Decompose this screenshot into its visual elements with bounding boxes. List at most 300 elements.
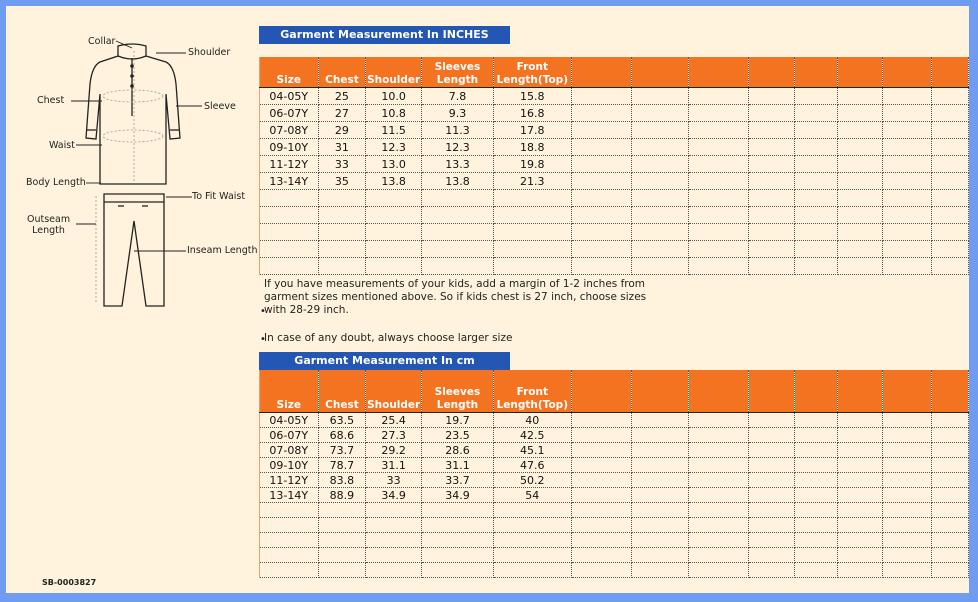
cm-table <box>259 370 969 578</box>
table-cell: 50.2 <box>493 473 571 488</box>
table-cell: 13.8 <box>421 173 493 190</box>
table-cell <box>493 207 571 224</box>
table-cell <box>421 190 493 207</box>
table-cell <box>932 224 969 241</box>
table-cell <box>882 443 931 458</box>
table-cell <box>689 413 749 428</box>
label-waist: Waist <box>49 140 75 151</box>
table-cell <box>837 139 882 156</box>
table-cell <box>837 563 882 578</box>
table-cell <box>932 488 969 503</box>
inches-table-title: Garment Measurement In INCHES <box>259 26 510 44</box>
table-cell <box>571 548 632 563</box>
table-cell: 06-07Y <box>260 105 319 122</box>
table-cell: 11-12Y <box>260 156 319 173</box>
table-cell: 33 <box>366 473 422 488</box>
table-cell <box>421 533 493 548</box>
table-cell: 11.3 <box>421 122 493 139</box>
table-cell <box>837 443 882 458</box>
table-cell <box>632 518 689 533</box>
table-cell <box>421 241 493 258</box>
table-cell <box>318 190 366 207</box>
table-cell <box>632 533 689 548</box>
table-cell <box>632 548 689 563</box>
table-cell <box>795 258 837 275</box>
table-cell <box>366 190 422 207</box>
column-header: Chest <box>318 57 366 88</box>
table-cell <box>795 428 837 443</box>
table-cell <box>689 88 749 105</box>
table-cell <box>882 533 931 548</box>
table-cell <box>749 173 795 190</box>
table-row <box>260 122 969 139</box>
table-cell <box>837 122 882 139</box>
table-cell <box>837 533 882 548</box>
table-cell <box>882 428 931 443</box>
table-cell <box>571 207 632 224</box>
table-cell <box>366 563 422 578</box>
table-cell: 16.8 <box>493 105 571 122</box>
table-cell <box>493 533 571 548</box>
table-cell <box>749 139 795 156</box>
table-cell <box>571 156 632 173</box>
table-cell <box>837 105 882 122</box>
table-cell <box>632 488 689 503</box>
table-cell <box>795 563 837 578</box>
table-cell <box>882 503 931 518</box>
table-cell <box>571 258 632 275</box>
empty-header-cell <box>882 370 931 413</box>
table-cell <box>837 413 882 428</box>
table-cell: 13.0 <box>366 156 422 173</box>
table-cell <box>571 488 632 503</box>
table-cell: 27 <box>318 105 366 122</box>
size-chart-page <box>6 6 969 593</box>
table-cell <box>795 413 837 428</box>
table-cell: 13.3 <box>421 156 493 173</box>
table-cell <box>932 105 969 122</box>
table-cell <box>795 518 837 533</box>
table-cell <box>882 563 931 578</box>
table-cell <box>837 173 882 190</box>
table-cell <box>421 563 493 578</box>
table-row <box>260 173 969 190</box>
table-cell <box>932 88 969 105</box>
table-cell <box>932 518 969 533</box>
table-cell <box>882 473 931 488</box>
label-to-fit-waist: To Fit Waist <box>192 191 246 202</box>
table-cell <box>571 241 632 258</box>
empty-header-cell <box>882 57 931 88</box>
column-header: Front Length(Top) <box>493 57 571 88</box>
table-cell: 7.8 <box>421 88 493 105</box>
table-cell <box>318 258 366 275</box>
table-cell: 34.9 <box>421 488 493 503</box>
table-cell: 09-10Y <box>260 458 319 473</box>
empty-header-cell <box>837 57 882 88</box>
table-cell <box>571 88 632 105</box>
table-cell: 29 <box>318 122 366 139</box>
empty-row <box>260 224 969 241</box>
table-cell <box>493 241 571 258</box>
table-cell: 07-08Y <box>260 122 319 139</box>
table-cell <box>689 533 749 548</box>
table-cell <box>795 533 837 548</box>
table-cell: 27.3 <box>366 428 422 443</box>
table-cell <box>689 428 749 443</box>
table-cell <box>493 258 571 275</box>
table-cell: 11.5 <box>366 122 422 139</box>
table-cell <box>882 224 931 241</box>
table-cell <box>795 458 837 473</box>
table-cell <box>632 503 689 518</box>
table-cell <box>837 88 882 105</box>
table-cell <box>689 173 749 190</box>
table-cell <box>795 190 837 207</box>
table-cell: 07-08Y <box>260 443 319 458</box>
table-cell <box>932 139 969 156</box>
table-cell <box>749 190 795 207</box>
column-header: Front Length(Top) <box>493 370 571 413</box>
table-cell <box>795 443 837 458</box>
table-cell <box>932 533 969 548</box>
table-cell <box>749 428 795 443</box>
table-cell <box>882 548 931 563</box>
empty-row <box>260 258 969 275</box>
table-cell: 17.8 <box>493 122 571 139</box>
table-cell <box>366 533 422 548</box>
empty-row <box>260 503 969 518</box>
table-cell <box>632 428 689 443</box>
empty-header-cell <box>795 370 837 413</box>
bullet-icon: • <box>260 334 266 345</box>
table-cell <box>689 518 749 533</box>
table-cell <box>837 258 882 275</box>
table-cell: 88.9 <box>318 488 366 503</box>
table-cell <box>421 518 493 533</box>
table-cell <box>689 224 749 241</box>
table-cell <box>795 488 837 503</box>
table-cell <box>932 473 969 488</box>
table-cell: 13.8 <box>366 173 422 190</box>
empty-row <box>260 241 969 258</box>
table-cell: 10.8 <box>366 105 422 122</box>
table-cell: 28.6 <box>421 443 493 458</box>
table-cell <box>571 458 632 473</box>
table-cell: 04-05Y <box>260 413 319 428</box>
table-cell <box>421 207 493 224</box>
table-row <box>260 473 969 488</box>
table-cell <box>749 258 795 275</box>
table-cell <box>795 139 837 156</box>
table-row <box>260 443 969 458</box>
table-cell <box>749 156 795 173</box>
table-cell <box>795 548 837 563</box>
table-cell: 9.3 <box>421 105 493 122</box>
table-cell <box>571 518 632 533</box>
table-cell <box>571 105 632 122</box>
table-cell <box>366 258 422 275</box>
table-cell <box>260 533 319 548</box>
table-cell <box>260 258 319 275</box>
product-code: SB-0003827 <box>42 578 97 587</box>
table-cell <box>260 563 319 578</box>
table-cell <box>366 548 422 563</box>
table-cell <box>882 458 931 473</box>
table-cell <box>571 224 632 241</box>
table-cell: 33 <box>318 156 366 173</box>
table-cell <box>493 503 571 518</box>
table-cell <box>571 473 632 488</box>
table-cell <box>689 443 749 458</box>
column-header: Sleeves Length <box>421 370 493 413</box>
header-row <box>260 57 969 88</box>
table-cell <box>632 413 689 428</box>
table-cell <box>932 122 969 139</box>
table-cell <box>632 173 689 190</box>
table-cell: 13-14Y <box>260 488 319 503</box>
table-cell <box>795 473 837 488</box>
table-cell: 34.9 <box>366 488 422 503</box>
table-cell <box>260 207 319 224</box>
table-cell <box>932 156 969 173</box>
table-cell: 47.6 <box>493 458 571 473</box>
table-cell <box>749 105 795 122</box>
table-row <box>260 428 969 443</box>
empty-header-cell <box>837 370 882 413</box>
table-cell <box>795 105 837 122</box>
note-larger-size: In case of any doubt, always choose larger size <box>264 332 513 344</box>
table-cell <box>882 518 931 533</box>
column-header: Shoulder <box>366 57 422 88</box>
table-cell <box>932 413 969 428</box>
table-cell <box>421 548 493 563</box>
table-cell <box>571 190 632 207</box>
table-cell <box>837 241 882 258</box>
table-cell <box>632 190 689 207</box>
table-cell <box>837 503 882 518</box>
table-cell <box>571 413 632 428</box>
label-inseam-length: Inseam Length <box>187 245 258 256</box>
table-cell <box>318 503 366 518</box>
table-cell <box>795 173 837 190</box>
table-cell <box>932 258 969 275</box>
table-cell <box>837 428 882 443</box>
table-cell <box>882 241 931 258</box>
table-cell <box>632 458 689 473</box>
table-cell <box>571 443 632 458</box>
table-cell <box>260 190 319 207</box>
table-cell <box>932 563 969 578</box>
empty-row <box>260 207 969 224</box>
table-cell <box>689 105 749 122</box>
table-row <box>260 88 969 105</box>
table-cell: 68.6 <box>318 428 366 443</box>
label-outseam-length: Outseam Length <box>27 214 71 236</box>
table-cell <box>837 190 882 207</box>
empty-row <box>260 190 969 207</box>
table-cell <box>795 207 837 224</box>
table-cell <box>571 139 632 156</box>
table-cell <box>689 190 749 207</box>
table-cell <box>632 122 689 139</box>
table-cell <box>749 548 795 563</box>
table-cell <box>260 241 319 258</box>
table-cell <box>882 190 931 207</box>
table-cell <box>260 224 319 241</box>
table-cell <box>749 207 795 224</box>
note-margin: If you have measurements of your kids, add a margin of 1-2 inches from garment sizes mentioned above. So if kids chest is 27 inch, choose sizes with 28-29 inch. <box>264 278 647 316</box>
table-cell <box>882 139 931 156</box>
table-cell <box>571 533 632 548</box>
table-cell <box>689 122 749 139</box>
empty-header-cell <box>795 57 837 88</box>
table-cell <box>493 224 571 241</box>
table-row <box>260 105 969 122</box>
table-cell <box>837 156 882 173</box>
table-cell <box>882 105 931 122</box>
table-cell <box>689 139 749 156</box>
table-cell <box>689 258 749 275</box>
table-cell <box>689 488 749 503</box>
table-cell <box>932 190 969 207</box>
table-cell <box>632 156 689 173</box>
empty-header-cell <box>749 370 795 413</box>
table-cell <box>571 503 632 518</box>
table-cell <box>318 548 366 563</box>
table-cell <box>571 428 632 443</box>
table-cell: 31.1 <box>421 458 493 473</box>
table-cell <box>571 122 632 139</box>
table-cell: 15.8 <box>493 88 571 105</box>
table-cell <box>795 503 837 518</box>
table-cell: 19.7 <box>421 413 493 428</box>
table-cell <box>318 533 366 548</box>
table-cell <box>689 473 749 488</box>
table-cell <box>932 207 969 224</box>
table-cell <box>318 518 366 533</box>
column-header: Size <box>260 370 319 413</box>
table-cell: 21.3 <box>493 173 571 190</box>
table-cell <box>882 122 931 139</box>
table-row <box>260 458 969 473</box>
table-cell <box>837 518 882 533</box>
table-cell: 13-14Y <box>260 173 319 190</box>
table-cell <box>493 190 571 207</box>
table-cell <box>749 224 795 241</box>
table-cell <box>632 105 689 122</box>
table-cell <box>837 224 882 241</box>
empty-header-cell <box>571 370 632 413</box>
column-header: Chest <box>318 370 366 413</box>
table-cell <box>882 88 931 105</box>
table-cell <box>837 458 882 473</box>
table-cell <box>749 241 795 258</box>
table-cell <box>632 224 689 241</box>
table-cell: 42.5 <box>493 428 571 443</box>
label-chest: Chest <box>37 95 65 106</box>
header-row <box>260 370 969 413</box>
table-cell: 78.7 <box>318 458 366 473</box>
empty-header-cell <box>932 57 969 88</box>
table-cell <box>932 503 969 518</box>
table-cell <box>932 458 969 473</box>
table-cell <box>689 503 749 518</box>
table-cell: 09-10Y <box>260 139 319 156</box>
table-cell <box>366 224 422 241</box>
table-cell <box>749 473 795 488</box>
table-cell: 06-07Y <box>260 428 319 443</box>
empty-header-cell <box>689 370 749 413</box>
table-cell <box>318 224 366 241</box>
table-cell <box>749 458 795 473</box>
table-cell <box>318 207 366 224</box>
table-cell: 40 <box>493 413 571 428</box>
table-cell <box>689 207 749 224</box>
table-cell <box>632 241 689 258</box>
table-cell <box>932 443 969 458</box>
inches-table <box>259 57 969 275</box>
empty-row <box>260 563 969 578</box>
table-row <box>260 139 969 156</box>
table-row <box>260 488 969 503</box>
table-cell <box>571 173 632 190</box>
table-cell <box>749 443 795 458</box>
table-cell <box>689 458 749 473</box>
table-cell <box>882 258 931 275</box>
table-cell: 45.1 <box>493 443 571 458</box>
table-cell: 12.3 <box>421 139 493 156</box>
table-cell <box>366 241 422 258</box>
garment-illustration <box>6 6 264 336</box>
empty-row <box>260 533 969 548</box>
table-cell <box>749 518 795 533</box>
empty-header-cell <box>932 370 969 413</box>
table-cell <box>795 156 837 173</box>
table-cell: 12.3 <box>366 139 422 156</box>
bullet-icon: • <box>260 306 266 317</box>
table-cell <box>882 173 931 190</box>
table-cell <box>493 548 571 563</box>
table-cell <box>837 207 882 224</box>
table-cell <box>421 503 493 518</box>
table-cell: 35 <box>318 173 366 190</box>
label-sleeve: Sleeve <box>204 101 236 112</box>
table-cell: 23.5 <box>421 428 493 443</box>
table-cell: 10.0 <box>366 88 422 105</box>
table-cell <box>749 488 795 503</box>
empty-row <box>260 518 969 533</box>
table-cell <box>632 443 689 458</box>
table-cell <box>366 503 422 518</box>
table-cell <box>882 413 931 428</box>
table-cell <box>689 563 749 578</box>
table-cell <box>837 548 882 563</box>
empty-header-cell <box>571 57 632 88</box>
table-cell <box>749 503 795 518</box>
cm-table-title: Garment Measurement In cm <box>259 352 510 370</box>
table-cell <box>571 563 632 578</box>
column-header: Size <box>260 57 319 88</box>
table-cell <box>795 224 837 241</box>
table-cell <box>749 563 795 578</box>
table-cell <box>689 156 749 173</box>
empty-header-cell <box>749 57 795 88</box>
table-cell <box>795 122 837 139</box>
table-cell <box>493 563 571 578</box>
table-cell <box>932 428 969 443</box>
column-header: Sleeves Length <box>421 57 493 88</box>
